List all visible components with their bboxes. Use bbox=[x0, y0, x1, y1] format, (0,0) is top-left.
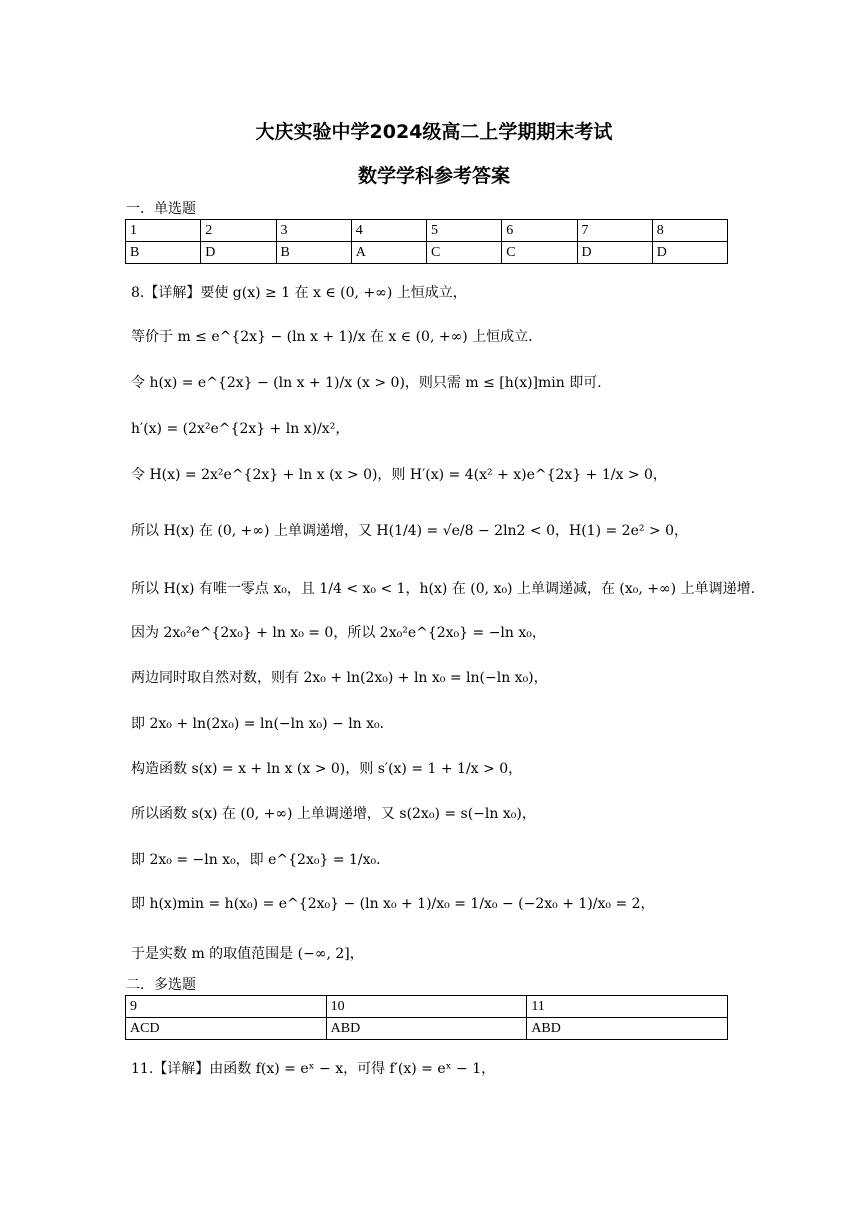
table-cell: 7 bbox=[577, 220, 652, 242]
page-title: 大庆实验中学2024级高二上学期期末考试 bbox=[255, 121, 613, 143]
solution-line: 令 H(x) = 2x²e^{2x} + ln x (x > 0)，则 H′(x) = 4(x² + x)e^{2x} + 1/x > 0， bbox=[131, 467, 667, 483]
section-heading-single-choice: 一．单选题 bbox=[126, 201, 196, 217]
solution-line: 令 h(x) = e^{2x} − (ln x + 1)/x (x > 0)，则只需 m ≤ [h(x)]min 即可． bbox=[131, 375, 612, 391]
table-cell: B bbox=[126, 242, 201, 264]
solution-line: 即 h(x)min = h(x₀) = e^{2x₀} − (ln x₀ + 1)/x₀ = 1/x₀ − (−2x₀ + 1)/x₀ = 2， bbox=[131, 896, 655, 912]
solution-line: 因为 2x₀²e^{2x₀} + ln x₀ = 0，所以 2x₀²e^{2x₀} = −ln x₀， bbox=[131, 625, 546, 641]
page-subtitle: 数学学科参考答案 bbox=[357, 165, 510, 187]
table-cell: ABD bbox=[326, 1018, 527, 1040]
table-row bbox=[126, 996, 728, 1018]
solution-line: 所以 H(x) 在 (0, +∞) 上单调递增，又 H(1/4) = √e/8 − 2ln2 < 0，H(1) = 2e² > 0， bbox=[131, 523, 689, 539]
multiple-choice-answer-table bbox=[125, 995, 728, 1040]
table-row bbox=[126, 242, 728, 264]
table-cell: 6 bbox=[502, 220, 577, 242]
table-cell: 9 bbox=[126, 996, 327, 1018]
solution-line: 所以函数 s(x) 在 (0, +∞) 上单调递增，又 s(2x₀) = s(−ln x₀)， bbox=[131, 806, 536, 822]
table-cell: 2 bbox=[201, 220, 276, 242]
table-cell: D bbox=[577, 242, 652, 264]
table-cell: A bbox=[351, 242, 426, 264]
table-cell: 11 bbox=[527, 996, 728, 1018]
table-cell: C bbox=[502, 242, 577, 264]
table-cell: 5 bbox=[427, 220, 502, 242]
solution-line: 两边同时取自然对数，则有 2x₀ + ln(2x₀) + ln x₀ = ln(−ln x₀)， bbox=[131, 670, 548, 686]
solution-line: 即 2x₀ + ln(2x₀) = ln(−ln x₀) − ln x₀． bbox=[131, 716, 394, 732]
solution-line: 构造函数 s(x) = x + ln x (x > 0)，则 s′(x) = 1 + 1/x > 0， bbox=[131, 761, 523, 777]
solution-line: h′(x) = (2x²e^{2x} + ln x)/x²， bbox=[131, 421, 350, 437]
solution-line: 等价于 m ≤ e^{2x} − (ln x + 1)/x 在 x ∈ (0, +∞) 上恒成立． bbox=[131, 329, 543, 345]
table-cell: 10 bbox=[326, 996, 527, 1018]
table-cell: 4 bbox=[351, 220, 426, 242]
single-choice-answer-table bbox=[125, 219, 728, 264]
table-cell: D bbox=[652, 242, 727, 264]
table-cell: ACD bbox=[126, 1018, 327, 1040]
table-cell: ABD bbox=[527, 1018, 728, 1040]
solution-line: 即 2x₀ = −ln x₀，即 e^{2x₀} = 1/x₀． bbox=[131, 852, 391, 868]
solution-line: 所以 H(x) 有唯一零点 x₀，且 1/4 < x₀ < 1，h(x) 在 (0, x₀) 上单调递减，在 (x₀, +∞) 上单调递增. bbox=[131, 581, 756, 597]
solution-line: 于是实数 m 的取值范围是 (−∞, 2]， bbox=[131, 946, 364, 962]
table-cell: B bbox=[276, 242, 351, 264]
table-cell: 3 bbox=[276, 220, 351, 242]
table-row bbox=[126, 220, 728, 242]
solution-line: 8.【详解】要使 g(x) ≥ 1 在 x ∈ (0, +∞) 上恒成立， bbox=[131, 285, 467, 301]
solution-line: 11.【详解】由函数 f(x) = eˣ − x，可得 f′(x) = eˣ − 1， bbox=[131, 1061, 496, 1077]
table-cell: 8 bbox=[652, 220, 727, 242]
table-row bbox=[126, 1018, 728, 1040]
section-heading-multiple-choice: 二．多选题 bbox=[126, 977, 196, 993]
table-cell: C bbox=[427, 242, 502, 264]
table-cell: D bbox=[201, 242, 276, 264]
table-cell: 1 bbox=[126, 220, 201, 242]
